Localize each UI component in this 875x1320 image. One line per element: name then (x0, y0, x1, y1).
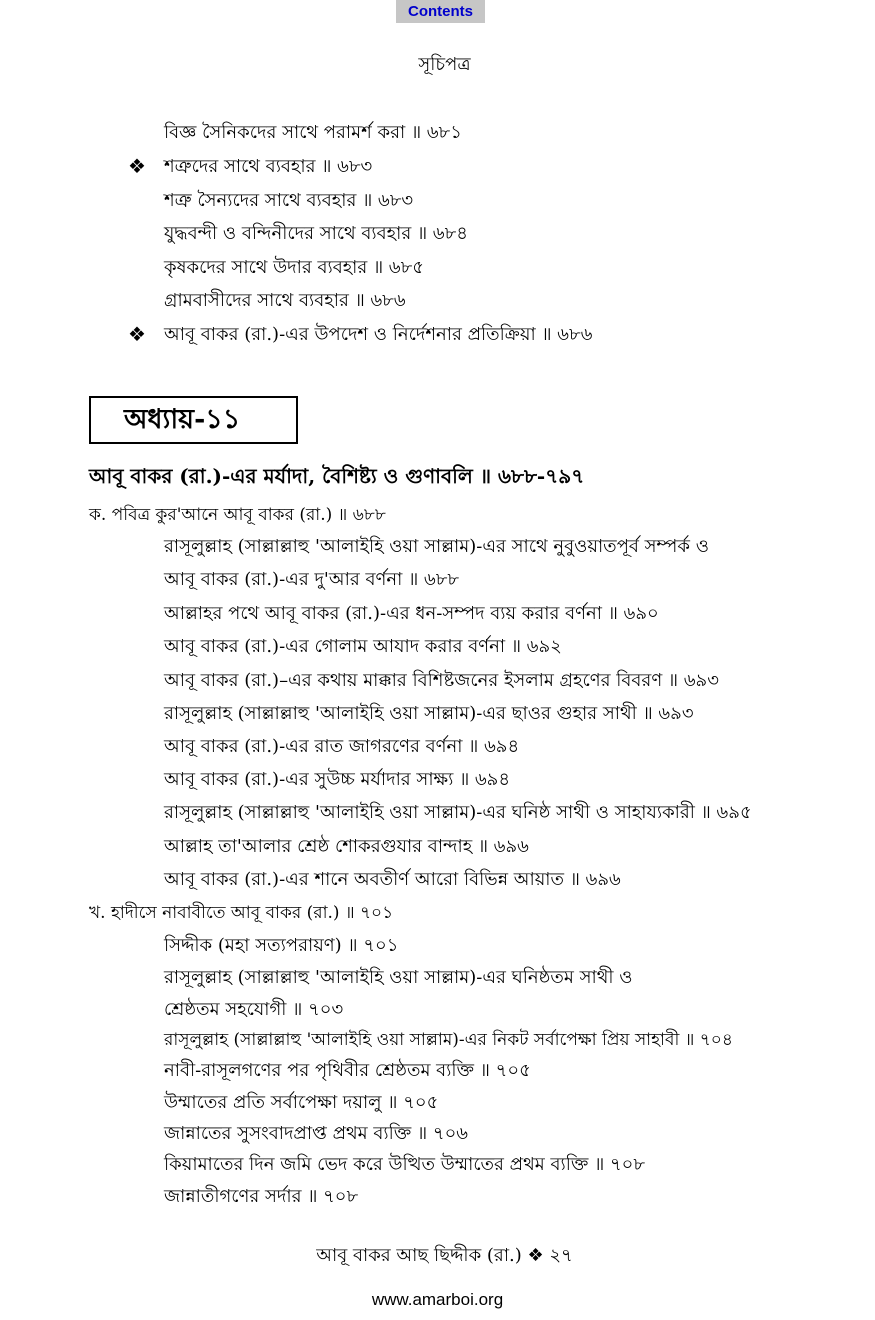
toc-entry[interactable]: আল্লাহ তা'আলার শ্রেষ্ঠ শোকরগুযার বান্দাহ ॥ ৬৯৬ (164, 836, 529, 857)
bullet-icon: ❖ (128, 322, 146, 346)
toc-entry[interactable]: আবূ বাকর (রা.)-এর গোলাম আযাদ করার বর্ণনা ॥ ৬৯২ (164, 636, 562, 657)
website-link[interactable]: www.amarboi.org (371, 1290, 504, 1309)
section-heading[interactable]: খ. হাদীসে নাবাবীতে আবূ বাকর (রা.) ॥ ৭০১ (89, 903, 394, 923)
toc-entry[interactable]: রাসূলুল্লাহ (সাল্লাল্লাহু 'আলাইহি ওয়া সাল্লাম)-এর ছাওর গুহার সাথী ॥ ৬৯৩ (164, 703, 694, 724)
toc-entry[interactable]: শত্রুদের সাথে ব্যবহার ॥ ৬৮৩ (164, 156, 373, 177)
toc-entry[interactable]: শত্রু সৈন্যদের সাথে ব্যবহার ॥ ৬৮৩ (164, 190, 414, 211)
page-heading: সূচিপত্র (418, 54, 471, 75)
toc-entry[interactable]: নাবী-রাসূলগণের পর পৃথিবীর শ্রেষ্ঠতম ব্যক্তি ॥ ৭০৫ (164, 1060, 531, 1081)
chapter-label: অধ্যায়-১১ (124, 404, 241, 435)
chapter-title[interactable]: আবূ বাকর (রা.)-এর মর্যাদা, বৈশিষ্ট্য ও গুণাবলি ॥ ৬৮৮-৭৯৭ (89, 464, 585, 488)
bullet-icon: ❖ (128, 154, 146, 178)
toc-entry[interactable]: রাসূলুল্লাহ (সাল্লাল্লাহু 'আলাইহি ওয়া সাল্লাম)-এর ঘনিষ্ঠতম সাথী ও (164, 967, 633, 988)
toc-entry[interactable]: বিজ্ঞ সৈনিকদের সাথে পরামর্শ করা ॥ ৬৮১ (164, 122, 462, 143)
toc-entry[interactable]: উম্মাতের প্রতি সর্বাপেক্ষা দয়ালু ॥ ৭০৫ (164, 1092, 439, 1113)
toc-entry[interactable]: আবূ বাকর (রা.)-এর সুউচ্চ মর্যাদার সাক্ষ্য ॥ ৬৯৪ (164, 769, 511, 790)
toc-entry[interactable]: রাসূলুল্লাহ (সাল্লাল্লাহু 'আলাইহি ওয়া সাল্লাম)-এর নিকট সর্বাপেক্ষা প্রিয় সাহাবী ॥ ৭০৪ (164, 1030, 733, 1050)
toc-entry[interactable]: জান্নাতের সুসংবাদপ্রাপ্ত প্রথম ব্যক্তি ॥ ৭০৬ (164, 1123, 468, 1144)
toc-entry[interactable]: আবূ বাকর (রা.)-এর রাত জাগরণের বর্ণনা ॥ ৬৯৪ (164, 736, 520, 757)
toc-entry[interactable]: কিয়ামাতের দিন জমি ভেদ করে উত্থিত উম্মাতের প্রথম ব্যক্তি ॥ ৭০৮ (164, 1154, 646, 1175)
toc-entry[interactable]: জান্নাতীগণের সর্দার ॥ ৭০৮ (164, 1186, 359, 1207)
toc-entry[interactable]: আবূ বাকর (রা.)-এর দু'আর বর্ণনা ॥ ৬৮৮ (164, 569, 460, 590)
toc-entry[interactable]: আবূ বাকর (রা.)-এর উপদেশ ও নির্দেশনার প্রতিক্রিয়া ॥ ৬৮৬ (164, 324, 593, 345)
toc-entry[interactable]: রাসূলুল্লাহ (সাল্লাল্লাহু 'আলাইহি ওয়া সাল্লাম)-এর সাথে নুবুওয়াতপূর্ব সম্পর্ক ও (164, 536, 709, 557)
toc-entry[interactable]: সিদ্দীক (মহা সত্যপরায়ণ) ॥ ৭০১ (164, 935, 399, 956)
toc-entry[interactable]: গ্রামবাসীদের সাথে ব্যবহার ॥ ৬৮৬ (164, 290, 406, 311)
toc-entry[interactable]: কৃষকদের সাথে উদার ব্যবহার ॥ ৬৮৫ (164, 257, 424, 278)
toc-entry[interactable]: আল্লাহর পথে আবূ বাকর (রা.)-এর ধন-সম্পদ ব্যয় করার বর্ণনা ॥ ৬৯০ (164, 603, 659, 624)
section-heading[interactable]: ক. পবিত্র কুর'আনে আবূ বাকর (রা.) ॥ ৬৮৮ (89, 505, 386, 525)
toc-entry[interactable]: যুদ্ধবন্দী ও বন্দিনীদের সাথে ব্যবহার ॥ ৬৮৪ (164, 223, 468, 244)
toc-entry[interactable]: শ্রেষ্ঠতম সহযোগী ॥ ৭০৩ (164, 999, 344, 1020)
toc-entry[interactable]: আবূ বাকর (রা.)-এর শানে অবতীর্ণ আরো বিভিন্ন আয়াত ॥ ৬৯৬ (164, 869, 621, 890)
contents-button[interactable]: Contents (396, 0, 485, 23)
toc-entry[interactable]: রাসূলুল্লাহ (সাল্লাল্লাহু 'আলাইহি ওয়া সাল্লাম)-এর ঘনিষ্ঠ সাথী ও সাহায্যকারী ॥ ৬৯৫ (164, 802, 752, 823)
page-footer: আবূ বাকর আছ ছিদ্দীক (রা.) ❖ ২৭ (316, 1245, 573, 1266)
toc-entry[interactable]: আবূ বাকর (রা.)–এর কথায় মাক্কার বিশিষ্টজনের ইসলাম গ্রহণের বিবরণ ॥ ৬৯৩ (164, 670, 719, 691)
